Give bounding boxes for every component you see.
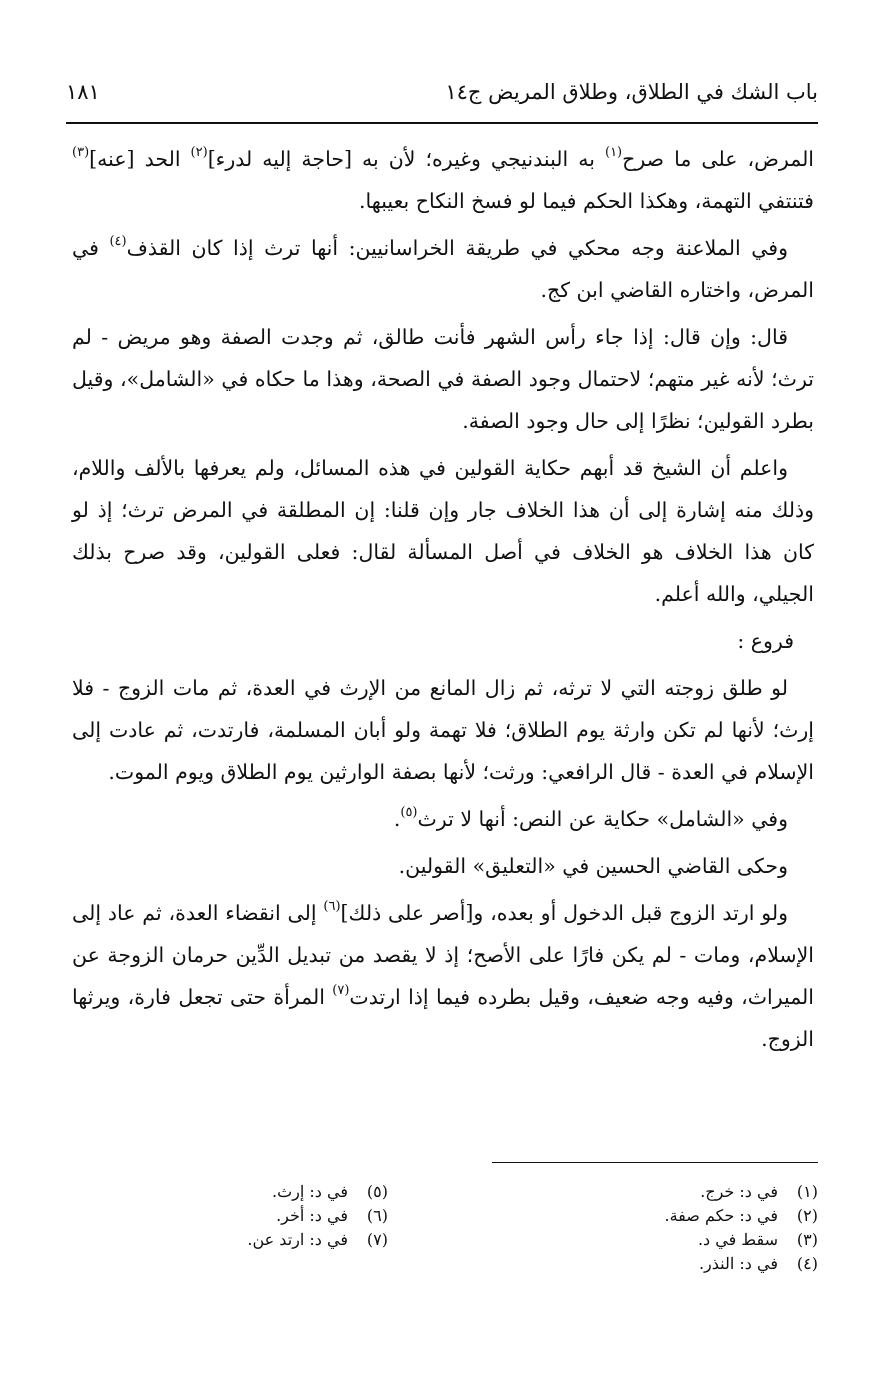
- footnote-text: سقط في د.: [697, 1230, 778, 1249]
- footnote-ref-1: (١): [604, 145, 623, 160]
- paragraph-1: [72, 138, 814, 222]
- footnote-ref-7: (٧): [332, 983, 350, 998]
- footnotes: [66, 1174, 818, 1314]
- paragraph-5: لو طلق زوجته التي لا ترثه، ثم زال المانع من الإرث في العدة، ثم مات الزوج - فلا إرث؛ لأنها لم تكن وارثة يوم الطلاق؛ فلا تهمة ولو أبان المسلمة، فارتدت، ثم عادت إلى الإسلام في العدة - قال الرافعي: ورثت؛ لأنها بصفة الوارثين يوم الطلاق ويوم الموت.: [72, 676, 814, 784]
- footnote-text: في د: إرث.: [272, 1182, 348, 1201]
- footnote-number: (٢): [796, 1206, 818, 1225]
- running-title: باب الشك في الطلاق، وطلاق المريض ج١٤: [445, 80, 818, 104]
- page-number: ١٨١: [66, 80, 100, 104]
- paragraph-8: [72, 892, 814, 1060]
- text-run: ولو ارتد الزوج قبل الدخول أو بعده، و[أصر على ذلك]: [340, 901, 788, 925]
- header-rule: [66, 122, 818, 124]
- section-heading: فروع :: [737, 629, 794, 653]
- footnote-2: [665, 1204, 818, 1228]
- paragraph-6: [72, 798, 814, 840]
- paragraph-4: واعلم أن الشيخ قد أبهم حكاية القولين في هذه المسائل، ولم يعرفها بالألف واللام، وذلك منه إشارة إلى أن هذا الخلاف جار وإن قلنا: إن المطلقة في المرض ترث؛ إذ لو كان هذا الخلاف هو الخلاف في أصل المسألة لقال: فعلى القولين، وقد صرح بذلك الجيلي، والله أعلم.: [72, 456, 814, 606]
- text-run: وفي الملاعنة وجه محكي في طريقة الخراسانيين: أنها ترث إذا كان القذف: [126, 236, 788, 260]
- footnote-text: في د: أخر.: [276, 1206, 348, 1225]
- footnote-3: [665, 1228, 818, 1252]
- text-run: في المرض، واختاره القاضي ابن كج.: [72, 236, 814, 302]
- footnote-number: (٥): [366, 1182, 388, 1201]
- paragraph-7: وحكى القاضي الحسين في «التعليق» القولين.: [398, 854, 788, 878]
- footnote-4: [665, 1252, 818, 1276]
- footnote-text: في د: خرج.: [700, 1182, 778, 1201]
- footnote-text: في د: حكم صفة.: [664, 1206, 778, 1225]
- footnote-1: [665, 1180, 818, 1204]
- footnote-number: (٣): [796, 1230, 818, 1249]
- footnotes-column-right: [665, 1180, 818, 1276]
- footnote-number: (١): [796, 1182, 818, 1201]
- footnote-number: (٦): [366, 1206, 388, 1225]
- footnote-text: في د: ارتد عن.: [247, 1230, 348, 1249]
- footnote-ref-5: (٥): [400, 805, 418, 820]
- footnote-ref-3: (٣): [72, 145, 90, 160]
- footnote-number: (٤): [796, 1254, 818, 1273]
- footnote-ref-4: (٤): [109, 234, 127, 249]
- footnote-6: [247, 1204, 388, 1228]
- footnote-text: في د: النذر.: [698, 1254, 778, 1273]
- text-run: به البندنيجي وغيره؛ لأن به [حاجة إليه لدرء]: [207, 147, 605, 171]
- text-run: المرأة حتى تجعل فارة، ويرثها الزوج.: [72, 985, 814, 1051]
- footnote-7: [247, 1228, 388, 1252]
- footnotes-rule: [492, 1162, 818, 1163]
- footnotes-column-left: [247, 1180, 388, 1252]
- text-run: وفي «الشامل» حكاية عن النص: أنها لا ترث: [417, 807, 788, 831]
- paragraph-2: [72, 227, 814, 311]
- text-run: الحد [عنه]: [89, 147, 191, 171]
- text-run: .: [393, 807, 401, 831]
- footnote-number: (٧): [366, 1230, 388, 1249]
- paragraph-3: قال: وإن قال: إذا جاء رأس الشهر فأنت طالق، ثم وجدت الصفة وهو مريض - لم ترث؛ لأنه غير متهم؛ لاحتمال وجود الصفة في الصحة، وهذا ما حكاه في «الشامل»، وقيل بطرد القولين؛ نظرًا إلى حال وجود الصفة.: [72, 325, 814, 433]
- main-text: [72, 138, 814, 1065]
- text-run: إلى انقضاء العدة، ثم عاد إلى الإسلام، ومات - لم يكن فارًا على الأصح؛ إذ لا يقصد من تبديل الدِّين حرمان الزوجة عن الميراث، وفيه وجه ضعيف، وقيل بطرده فيما إذا ارتدت: [72, 901, 814, 1009]
- footnote-ref-6: (٦): [323, 899, 341, 914]
- text-run: المرض، على ما صرح: [622, 147, 815, 171]
- text-run: فتنتفي التهمة، وهكذا الحكم فيما لو فسخ النكاح بعيبها.: [359, 189, 814, 213]
- page-header: [66, 72, 818, 118]
- footnote-5: [247, 1180, 388, 1204]
- footnote-ref-2: (٢): [190, 145, 208, 160]
